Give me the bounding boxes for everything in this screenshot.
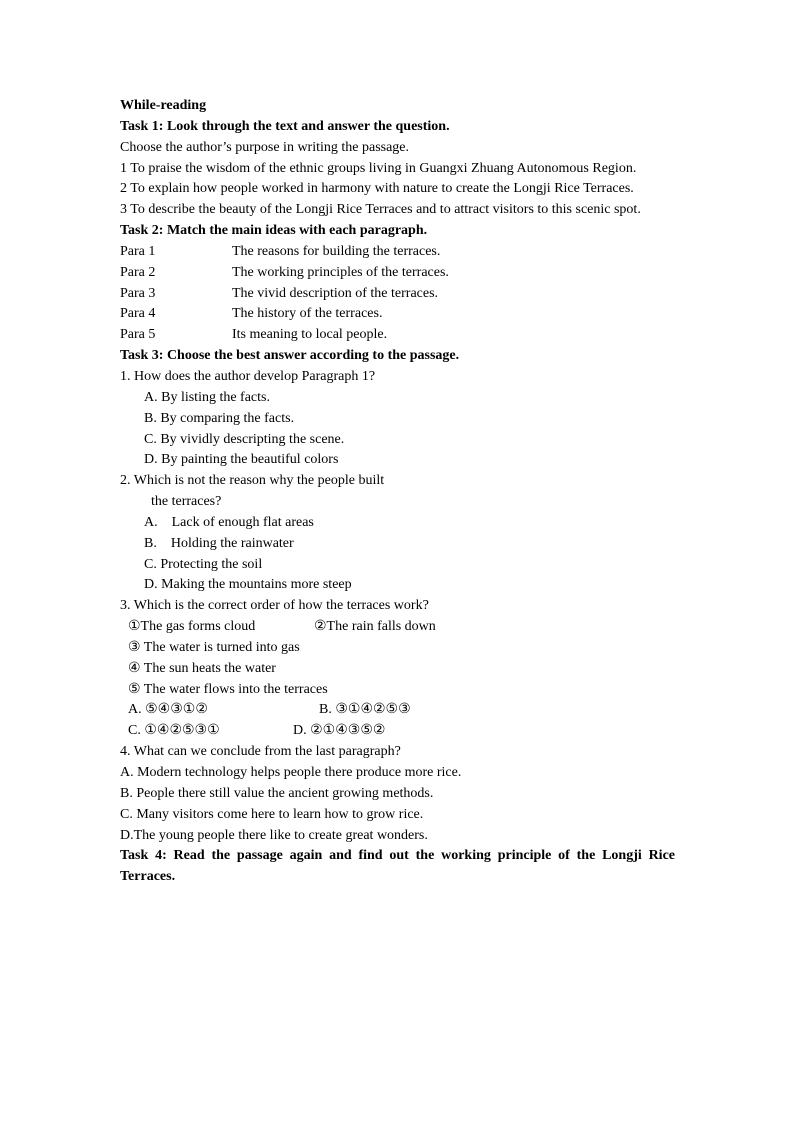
main-idea: Its meaning to local people. <box>232 327 388 343</box>
q3-step-4: ④ The sun heats the water <box>128 660 276 676</box>
task1-option-2: 2 To explain how people worked in harmony with nature to create the Longji Rice Terraces. <box>120 181 634 197</box>
para-label: Para 4 <box>120 306 156 322</box>
task3-heading: Task 3: Choose the best answer according to the passage. <box>120 348 460 364</box>
task1-heading: Task 1: Look through the text and answer the question. <box>120 118 450 134</box>
q3-step-1: ①The gas forms cloud <box>128 619 256 635</box>
q3-option-b: B. ③①④②⑤③ <box>319 702 411 718</box>
q2-option-d: D. Making the mountains more steep <box>144 577 352 593</box>
para-label: Para 2 <box>120 264 156 280</box>
match-row <box>120 242 675 263</box>
q3-option-d: D. ②①④③⑤② <box>293 723 386 739</box>
q4-option-c: C. Many visitors come here to learn how to grow rice. <box>120 806 424 822</box>
q3-options-row <box>120 721 675 742</box>
q4-option-a: A. Modern technology helps people there produce more rice. <box>120 765 462 780</box>
para-label: Para 3 <box>120 285 156 301</box>
q3-question: 3. Which is the correct order of how the terraces work? <box>120 598 429 614</box>
main-idea: The reasons for building the terraces. <box>232 243 441 259</box>
worksheet <box>120 96 675 888</box>
q1-option-c: C. By vividly descripting the scene. <box>144 431 345 447</box>
main-idea: The vivid description of the terraces. <box>232 285 439 301</box>
q3-step-3: ③ The water is turned into gas <box>128 639 300 655</box>
match-row <box>120 325 675 346</box>
para-label: Para 1 <box>120 243 156 259</box>
para-label: Para 5 <box>120 327 156 343</box>
q1-option-a: A. By listing the facts. <box>144 389 270 405</box>
main-idea: The history of the terraces. <box>232 306 383 322</box>
q2-question: 2. Which is not the reason why the people built <box>120 473 385 489</box>
q4-option-b: B. People there still value the ancient growing methods. <box>120 785 434 801</box>
task2-heading: Task 2: Match the main ideas with each paragraph. <box>120 223 428 239</box>
q2-option-a: A. Lack of enough flat areas <box>144 514 314 530</box>
match-row <box>120 263 675 284</box>
task4-heading: Task 4: Read the passage again and find out the working principle of the Longji Rice Terraces. <box>120 848 675 885</box>
q1-option-b: B. By comparing the facts. <box>144 410 295 426</box>
q3-step-2: ②The rain falls down <box>314 619 436 635</box>
q3-steps-row <box>120 617 675 638</box>
task1-instruction: Choose the author’s purpose in writing the passage. <box>120 139 410 155</box>
task1-option-3: 3 To describe the beauty of the Longji Rice Terraces and to attract visitors to this scenic spot. <box>120 202 641 218</box>
section-title: While-reading <box>120 98 207 113</box>
q1-option-d: D. By painting the beautiful colors <box>144 452 339 468</box>
q3-option-a: A. ⑤④③①② <box>128 702 208 718</box>
q2-option-c: C. Protecting the soil <box>144 556 263 572</box>
q4-option-d: D.The young people there like to create great wonders. <box>120 827 428 843</box>
q3-options-row <box>120 700 675 721</box>
q3-step-5: ⑤ The water flows into the terraces <box>128 681 328 697</box>
q2-option-b: B. Holding the rainwater <box>144 535 294 551</box>
q2-question-cont: the terraces? <box>151 494 222 510</box>
task1-option-1: 1 To praise the wisdom of the ethnic groups living in Guangxi Zhuang Autonomous Region. <box>120 160 637 176</box>
match-row <box>120 284 675 305</box>
q1-question: 1. How does the author develop Paragraph 1? <box>120 368 376 384</box>
main-idea: The working principles of the terraces. <box>232 264 449 280</box>
match-row <box>120 304 675 325</box>
q3-option-c: C. ①④②⑤③① <box>128 723 220 739</box>
q4-question: 4. What can we conclude from the last paragraph? <box>120 744 401 760</box>
